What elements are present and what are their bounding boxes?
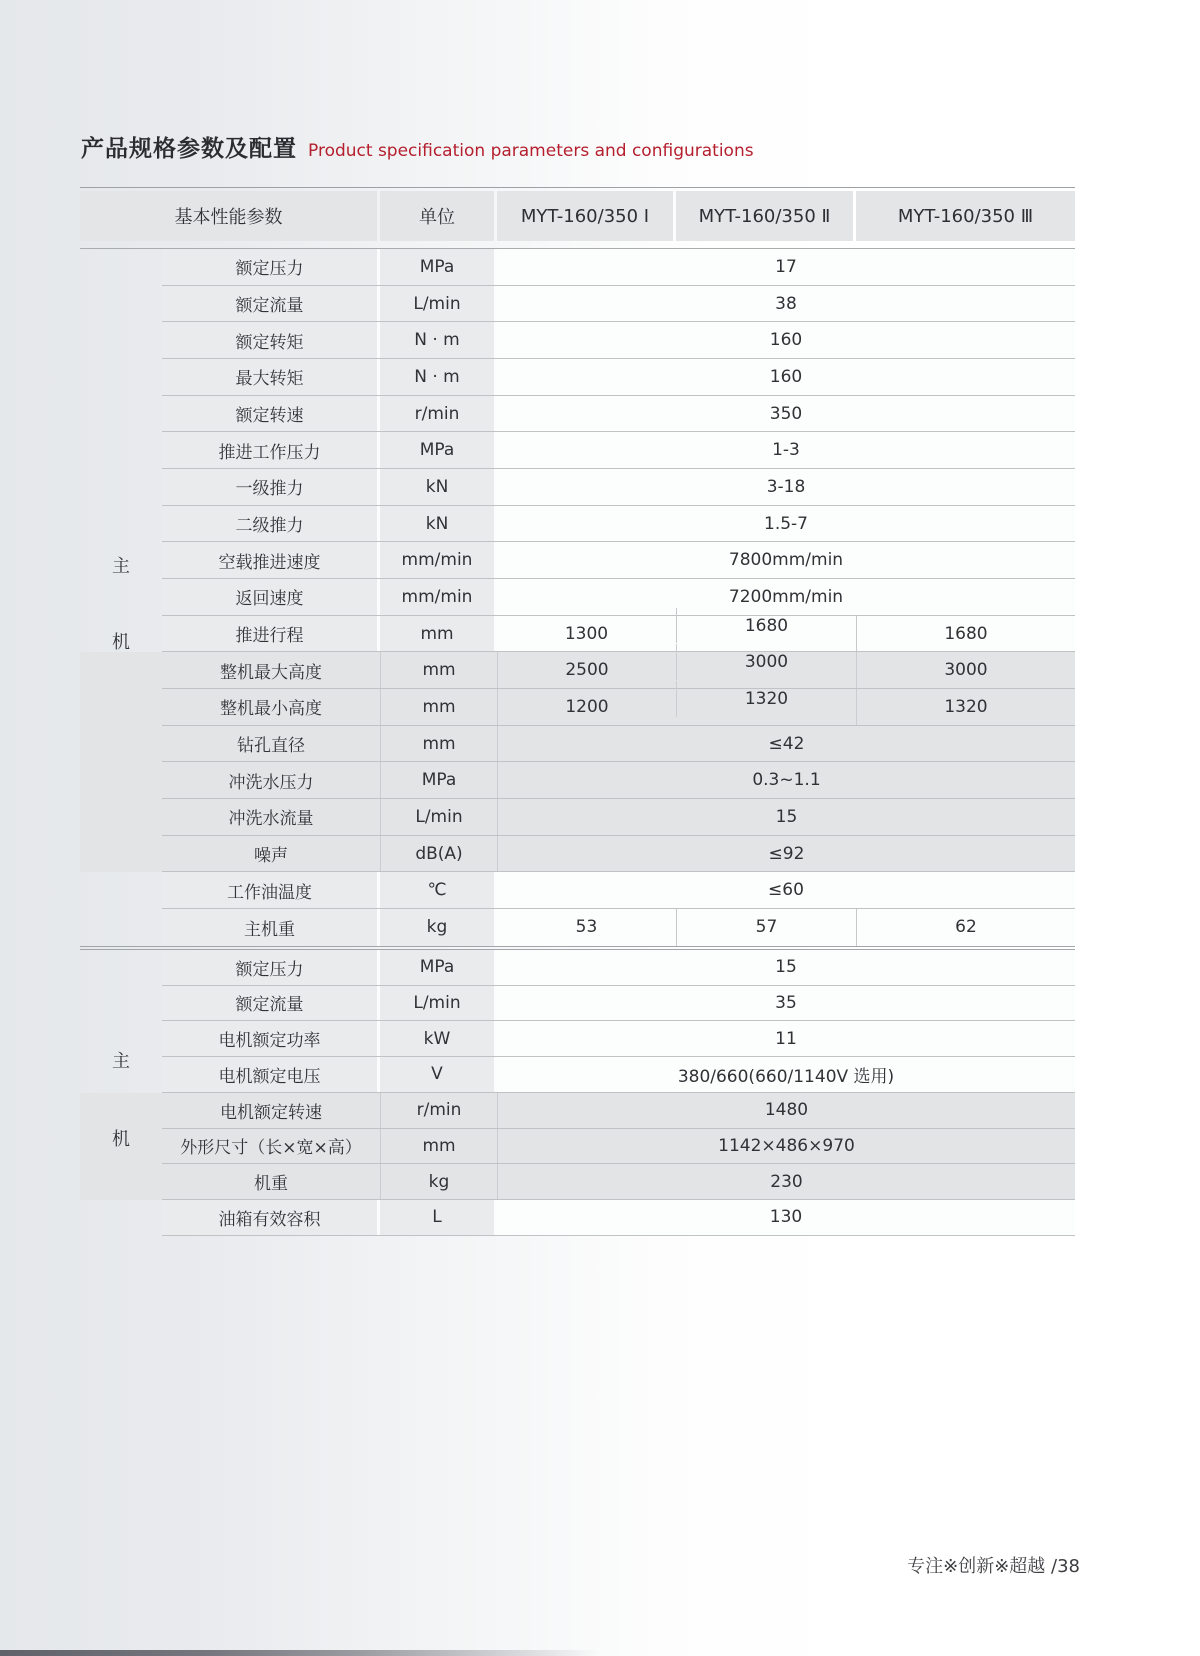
group-label-char: 主 (112, 556, 130, 578)
group-label-char: 主 (112, 1050, 130, 1072)
value-cell-merged: 7800mm/min (728, 550, 844, 571)
value-cell-merged: 1-3 (772, 440, 800, 461)
unit-cell: ℃ (380, 872, 497, 908)
group-label-char: 机 (112, 1128, 130, 1150)
table-row (80, 579, 1075, 616)
param-name-cell: 额定流量 (162, 286, 380, 322)
table-row (80, 286, 1075, 323)
row-cells (162, 249, 1075, 286)
table-row (80, 359, 1075, 396)
value-cell-merged: 0.3~1.1 (497, 762, 1075, 798)
table-row (80, 799, 1075, 836)
table-top-rule (80, 187, 1075, 188)
unit-cell: V (380, 1057, 497, 1092)
value-cell-merged: 38 (775, 293, 797, 314)
value-cell-merged: 130 (769, 1207, 803, 1228)
param-name-cell: 电机额定电压 (162, 1057, 380, 1092)
table-row (80, 872, 1075, 909)
row-cells (162, 762, 1075, 799)
row-cells (162, 1021, 1075, 1057)
param-name-cell: 空载推进速度 (162, 542, 380, 578)
table-section (80, 950, 1075, 1236)
value-cell-merged: 17 (775, 256, 797, 277)
table-header-row (80, 191, 1075, 241)
value-cell-merged: 1142×486×970 (497, 1129, 1075, 1164)
value-cell-merged: 380/660(660/1140V 选用) (677, 1066, 895, 1087)
table-row (80, 689, 1075, 726)
table-row (80, 836, 1075, 873)
param-name-cell: 电机额定转速 (220, 1102, 322, 1123)
table-row (80, 469, 1075, 506)
header-cell-unit: 单位 (380, 191, 494, 241)
unit-cell: kN (380, 469, 497, 505)
table-row (80, 1093, 1075, 1129)
unit-cell: kg (380, 909, 497, 946)
table-row (80, 616, 1075, 653)
unit-cell: mm (380, 1129, 497, 1164)
row-cells (162, 726, 1075, 763)
value-cell-merged: 160 (769, 366, 803, 387)
value-cell: 1320 (856, 689, 1075, 725)
group-label (80, 950, 162, 1236)
unit-cell: mm (380, 726, 497, 762)
unit-cell: N · m (380, 322, 497, 358)
value-cell-merged: 35 (775, 992, 797, 1013)
param-name-cell: 额定流量 (162, 986, 380, 1021)
param-name-cell: 冲洗水压力 (228, 772, 314, 793)
value-cell: 1320 (676, 681, 856, 717)
row-cells (162, 286, 1075, 323)
unit-cell: L/min (380, 286, 497, 322)
unit-cell: MPa (380, 950, 497, 985)
table-row (80, 950, 1075, 986)
param-name-cell: 额定转矩 (162, 322, 380, 358)
value-cell-merged: ≤92 (497, 836, 1075, 872)
value-cell: 1300 (564, 623, 609, 644)
value-cell: 57 (676, 909, 856, 946)
unit-cell: dB(A) (380, 836, 497, 872)
value-cell: 1200 (497, 689, 676, 725)
param-name-cell: 额定压力 (162, 950, 380, 985)
header-cell-model-1: MYT-160/350 Ⅰ (497, 191, 673, 241)
param-name-cell: 机重 (254, 1174, 288, 1195)
value-cell-merged: 3-18 (766, 476, 806, 497)
group-label-char: 机 (112, 632, 130, 654)
row-cells (162, 836, 1075, 873)
value-cell-merged: 15 (497, 799, 1075, 835)
row-cells (162, 542, 1075, 579)
value-cell: 3000 (856, 652, 1075, 688)
row-cells (162, 359, 1075, 396)
param-name-cell: 整机最小高度 (220, 699, 322, 720)
unit-cell: mm (380, 652, 497, 688)
row-cells (162, 506, 1075, 543)
unit-cell: mm/min (380, 579, 497, 615)
value-cell: 1680 (856, 616, 1075, 652)
value-cell-merged: ≤42 (497, 726, 1075, 762)
unit-cell: MPa (380, 762, 497, 798)
table-row (80, 1129, 1075, 1165)
table-row (80, 432, 1075, 469)
table-row (80, 1057, 1075, 1093)
header-cell-model-3: MYT-160/350 Ⅲ (856, 191, 1075, 241)
table-row (80, 1164, 1075, 1200)
param-name-cell: 推进工作压力 (162, 432, 380, 468)
value-cell-merged: 1.5-7 (764, 513, 808, 534)
value-cell-merged: 11 (775, 1028, 797, 1049)
row-cells (162, 396, 1075, 433)
value-cell-merged: 350 (769, 403, 803, 424)
unit-cell: L/min (380, 986, 497, 1021)
page-title (81, 130, 754, 163)
unit-cell: mm/min (380, 542, 497, 578)
row-cells (162, 652, 1075, 689)
table-row (80, 652, 1075, 689)
value-cell: 62 (856, 909, 1075, 946)
row-cells (162, 616, 1075, 653)
table-row (80, 506, 1075, 543)
row-cells (162, 1200, 1075, 1236)
table-row (80, 249, 1075, 286)
row-cells (162, 950, 1075, 986)
param-name-cell: 冲洗水流量 (228, 809, 314, 830)
value-cell-merged: 1480 (497, 1093, 1075, 1128)
value-cell-merged: 160 (769, 330, 803, 351)
value-cell: 3000 (676, 644, 856, 680)
value-cell: 53 (575, 917, 598, 938)
param-name-cell: 工作油温度 (162, 872, 380, 908)
param-name-cell: 一级推力 (162, 469, 380, 505)
table-row (80, 1021, 1075, 1057)
header-cell-param: 基本性能参数 (80, 191, 377, 241)
group-label (80, 249, 162, 946)
unit-cell: MPa (380, 249, 497, 285)
unit-cell: kg (380, 1164, 497, 1199)
param-name-cell: 返回速度 (162, 579, 380, 615)
table-row (80, 726, 1075, 763)
table-row (80, 986, 1075, 1022)
table-body (80, 249, 1075, 1236)
header-cell-model-2: MYT-160/350 Ⅱ (676, 191, 853, 241)
row-cells (162, 1093, 1075, 1129)
row-cells (162, 322, 1075, 359)
unit-cell: mm (380, 689, 497, 725)
row-cells (162, 1057, 1075, 1093)
row-cells (162, 909, 1075, 946)
row-cells (162, 469, 1075, 506)
value-cell-merged: 7200mm/min (728, 586, 844, 607)
param-name-cell: 额定压力 (162, 249, 380, 285)
param-name-cell: 最大转矩 (162, 359, 380, 395)
param-name-cell: 主机重 (162, 909, 380, 946)
unit-cell: L/min (380, 799, 497, 835)
param-name-cell: 噪声 (254, 846, 288, 867)
row-cells (162, 986, 1075, 1022)
value-cell-merged: ≤60 (768, 880, 804, 901)
unit-cell: N · m (380, 359, 497, 395)
row-cells (162, 872, 1075, 909)
value-cell: 1680 (676, 608, 856, 644)
value-cell: 2500 (497, 652, 676, 688)
unit-cell: kW (380, 1021, 497, 1056)
param-name-cell: 外形尺寸（长×宽×高） (180, 1138, 362, 1159)
table-row (80, 322, 1075, 359)
table-row (80, 909, 1075, 946)
param-name-cell: 电机额定功率 (162, 1021, 380, 1056)
unit-cell: kN (380, 506, 497, 542)
unit-cell: r/min (380, 396, 497, 432)
row-cells (162, 432, 1075, 469)
row-cells (162, 799, 1075, 836)
page-title-chinese: 产品规格参数及配置 (81, 136, 297, 162)
row-cells (162, 579, 1075, 616)
row-cells (162, 1164, 1075, 1200)
param-name-cell: 整机最大高度 (220, 662, 322, 683)
page-title-english: Product specification parameters and configurations (308, 141, 754, 161)
table-row (80, 542, 1075, 579)
param-name-cell: 二级推力 (162, 506, 380, 542)
table-row (80, 1200, 1075, 1236)
table-section (80, 249, 1075, 946)
unit-cell: L (380, 1200, 497, 1235)
page-footer: 专注※创新※超越 /38 (907, 1556, 1080, 1577)
param-name-cell: 钻孔直径 (237, 736, 305, 757)
table-row (80, 762, 1075, 799)
table-row (80, 396, 1075, 433)
unit-cell: mm (380, 616, 497, 652)
bottom-accent-bar (0, 1650, 600, 1656)
unit-cell: r/min (380, 1093, 497, 1128)
spec-table (80, 187, 1075, 1236)
value-cell-merged: 230 (497, 1164, 1075, 1199)
row-cells (162, 689, 1075, 726)
param-name-cell: 油箱有效容积 (162, 1200, 380, 1235)
param-name-cell: 额定转速 (162, 396, 380, 432)
value-cell-merged: 15 (775, 957, 797, 978)
unit-cell: MPa (380, 432, 497, 468)
param-name-cell: 推进行程 (162, 616, 380, 652)
row-cells (162, 1129, 1075, 1165)
